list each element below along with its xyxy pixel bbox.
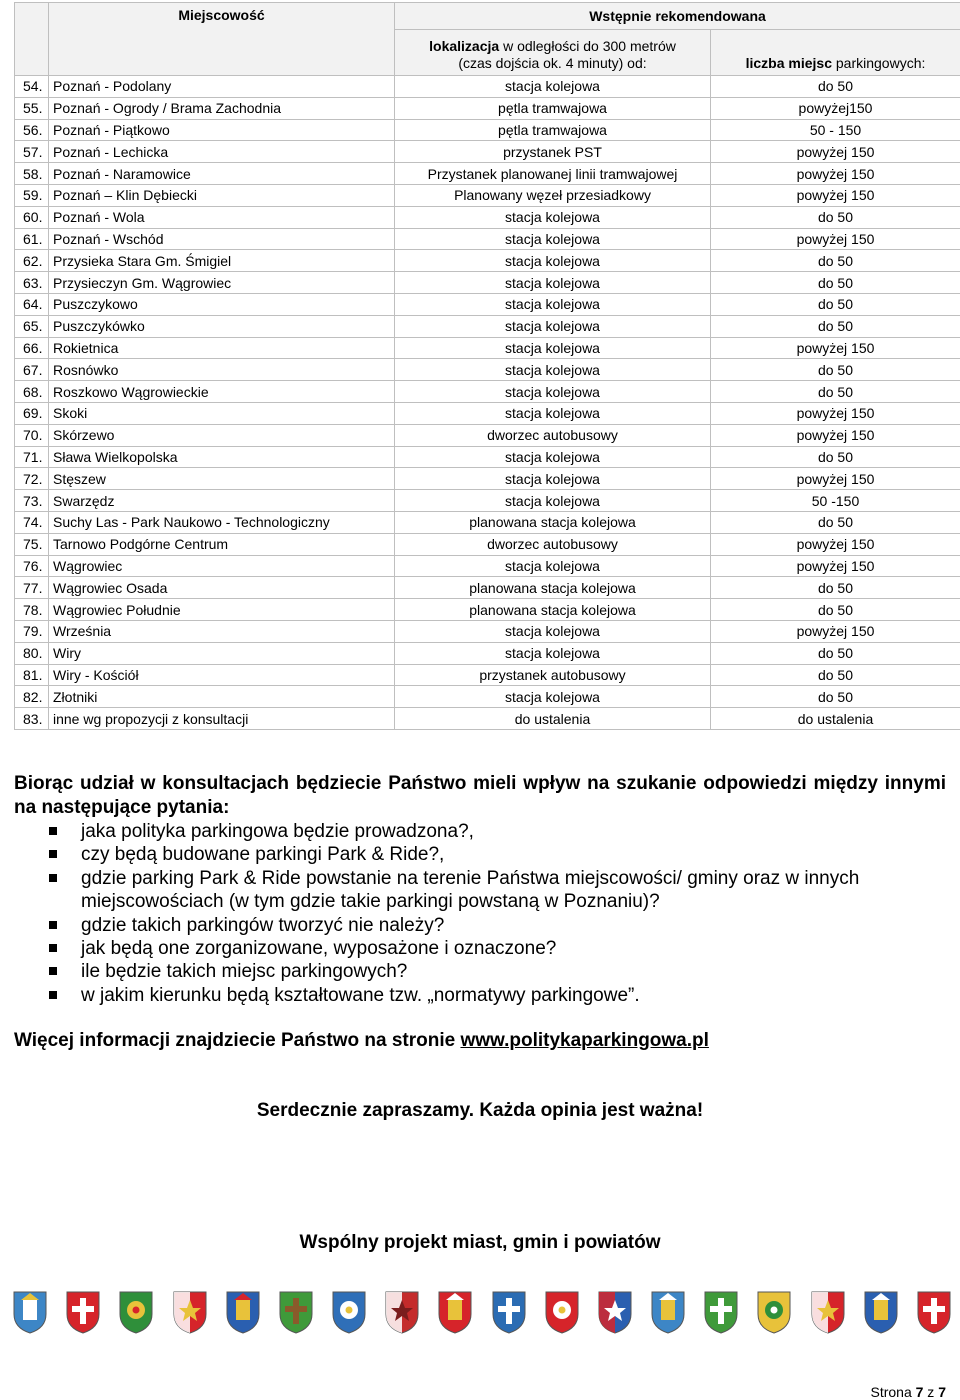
table-row bbox=[15, 359, 960, 381]
page-number-total: 7 bbox=[938, 1384, 946, 1400]
row-number: 83. bbox=[15, 708, 49, 730]
row-location: stacja kolejowa bbox=[395, 337, 711, 359]
row-number: 82. bbox=[15, 686, 49, 708]
row-capacity: powyżej150 bbox=[711, 97, 960, 119]
row-number: 63. bbox=[15, 272, 49, 294]
row-capacity: do 50 bbox=[711, 686, 960, 708]
table-row bbox=[15, 555, 960, 577]
row-location: stacja kolejowa bbox=[395, 446, 711, 468]
table-row bbox=[15, 664, 960, 686]
table-row bbox=[15, 533, 960, 555]
row-number: 66. bbox=[15, 337, 49, 359]
row-number: 64. bbox=[15, 293, 49, 315]
crest-blue-cross-icon bbox=[597, 1286, 633, 1334]
recommended-locations-table bbox=[14, 2, 960, 730]
question-list bbox=[14, 820, 946, 1007]
row-location: stacja kolejowa bbox=[395, 315, 711, 337]
square-bullet-icon bbox=[49, 967, 57, 975]
crest-blue-white-icon bbox=[491, 1286, 527, 1334]
row-city: Poznań - Wschód bbox=[49, 228, 395, 250]
square-bullet-icon bbox=[49, 944, 57, 952]
table-row bbox=[15, 163, 960, 185]
row-city: Września bbox=[49, 620, 395, 642]
row-number: 76. bbox=[15, 555, 49, 577]
row-capacity: powyżej 150 bbox=[711, 228, 960, 250]
square-bullet-icon bbox=[49, 991, 57, 999]
row-location: planowana stacja kolejowa bbox=[395, 599, 711, 621]
more-info-text: Więcej informacji znajdziecie Państwo na stronie bbox=[14, 1030, 461, 1051]
row-city: Poznań - Naramowice bbox=[49, 163, 395, 185]
question-text: ile będzie takich miejsc parkingowych? bbox=[81, 961, 408, 983]
row-number: 58. bbox=[15, 163, 49, 185]
row-location: dworzec autobusowy bbox=[395, 424, 711, 446]
row-capacity: powyżej 150 bbox=[711, 337, 960, 359]
question-text: w jakim kierunku będą kształtowane tzw. „normatywy parkingowe”. bbox=[81, 984, 640, 1006]
table-row bbox=[15, 402, 960, 424]
table-row bbox=[15, 206, 960, 228]
row-number: 62. bbox=[15, 250, 49, 272]
row-capacity: do 50 bbox=[711, 642, 960, 664]
square-bullet-icon bbox=[49, 921, 57, 929]
crest-red-gate-icon bbox=[384, 1286, 420, 1334]
crest-blue-key-icon bbox=[650, 1286, 686, 1334]
row-city: Wągrowiec bbox=[49, 555, 395, 577]
crest-blue-icon bbox=[331, 1286, 367, 1334]
table-row bbox=[15, 97, 960, 119]
row-location: stacja kolejowa bbox=[395, 206, 711, 228]
row-city: Rokietnica bbox=[49, 337, 395, 359]
row-location: Przystanek planowanej linii tramwajowej bbox=[395, 163, 711, 185]
header-city bbox=[49, 3, 395, 76]
row-city: Suchy Las - Park Naukowo - Technologiczny bbox=[49, 511, 395, 533]
invitation-text: Serdecznie zapraszamy. Każda opinia jest ważna! bbox=[256, 1100, 704, 1121]
row-location: stacja kolejowa bbox=[395, 250, 711, 272]
question-text: gdzie takich parkingów tworzyć nie należy? bbox=[81, 914, 445, 936]
row-number: 65. bbox=[15, 315, 49, 337]
question-text: jak będą one zorganizowane, wyposażone i oznaczone? bbox=[81, 938, 557, 960]
question-item bbox=[14, 843, 946, 866]
header-capacity-rest: parkingowych: bbox=[832, 55, 926, 71]
row-number: 54. bbox=[15, 76, 49, 98]
row-city: Złotniki bbox=[49, 686, 395, 708]
row-city: Poznań - Ogrody / Brama Zachodnia bbox=[49, 97, 395, 119]
crest-green-tree-icon bbox=[278, 1286, 314, 1334]
row-city: Skórzewo bbox=[49, 424, 395, 446]
row-location: pętla tramwajowa bbox=[395, 119, 711, 141]
table-row bbox=[15, 250, 960, 272]
row-number: 68. bbox=[15, 381, 49, 403]
row-city: Puszczykówko bbox=[49, 315, 395, 337]
table-row bbox=[15, 315, 960, 337]
row-number: 57. bbox=[15, 141, 49, 163]
row-number: 74. bbox=[15, 511, 49, 533]
row-number: 81. bbox=[15, 664, 49, 686]
row-city: Roszkowo Wągrowieckie bbox=[49, 381, 395, 403]
row-number: 73. bbox=[15, 490, 49, 512]
row-location: stacja kolejowa bbox=[395, 272, 711, 294]
row-capacity: do 50 bbox=[711, 315, 960, 337]
row-location: stacja kolejowa bbox=[395, 381, 711, 403]
question-text: gdzie parking Park & Ride powstanie na terenie Państwa miejscowości/ gminy oraz w innych miejscowościach (w tym gdzie takie parkingi powstaną w Poznaniu)? bbox=[81, 867, 860, 913]
row-location: stacja kolejowa bbox=[395, 642, 711, 664]
crest-gold-icon bbox=[437, 1286, 473, 1334]
row-capacity: powyżej 150 bbox=[711, 402, 960, 424]
row-capacity: 50 -150 bbox=[711, 490, 960, 512]
crest-red-bird-icon bbox=[916, 1286, 952, 1334]
row-capacity: do 50 bbox=[711, 293, 960, 315]
row-location: stacja kolejowa bbox=[395, 359, 711, 381]
row-capacity: powyżej 150 bbox=[711, 468, 960, 490]
row-city: Poznań - Piątkowo bbox=[49, 119, 395, 141]
row-capacity: powyżej 150 bbox=[711, 620, 960, 642]
row-city: Tarnowo Podgórne Centrum bbox=[49, 533, 395, 555]
row-number: 71. bbox=[15, 446, 49, 468]
row-capacity: powyżej 150 bbox=[711, 163, 960, 185]
row-location: stacja kolejowa bbox=[395, 468, 711, 490]
square-bullet-icon bbox=[49, 874, 57, 882]
row-city: Swarzędz bbox=[49, 490, 395, 512]
row-location: stacja kolejowa bbox=[395, 228, 711, 250]
row-city: Puszczykowo bbox=[49, 293, 395, 315]
row-number: 75. bbox=[15, 533, 49, 555]
poznan-crest-icon bbox=[12, 1286, 48, 1334]
header-capacity bbox=[711, 30, 960, 76]
page-number-mid: z bbox=[923, 1384, 939, 1400]
row-number: 72. bbox=[15, 468, 49, 490]
row-location: planowana stacja kolejowa bbox=[395, 511, 711, 533]
row-city: Stęszew bbox=[49, 468, 395, 490]
website-link[interactable]: www.politykaparkingowa.pl bbox=[460, 1030, 709, 1051]
row-number: 77. bbox=[15, 577, 49, 599]
table-row bbox=[15, 468, 960, 490]
table-row bbox=[15, 490, 960, 512]
row-location: planowana stacja kolejowa bbox=[395, 577, 711, 599]
table-row bbox=[15, 141, 960, 163]
row-location: przystanek autobusowy bbox=[395, 664, 711, 686]
row-city: Przysieka Stara Gm. Śmigiel bbox=[49, 250, 395, 272]
header-recommended bbox=[395, 3, 960, 30]
row-location: do ustalenia bbox=[395, 708, 711, 730]
row-number: 56. bbox=[15, 119, 49, 141]
table-row bbox=[15, 599, 960, 621]
table-row bbox=[15, 708, 960, 730]
row-city: inne wg propozycji z konsultacji bbox=[49, 708, 395, 730]
row-capacity: do 50 bbox=[711, 599, 960, 621]
crest-green-icon bbox=[118, 1286, 154, 1334]
table-row bbox=[15, 642, 960, 664]
row-city: Przysieczyn Gm. Wągrowiec bbox=[49, 272, 395, 294]
table-row bbox=[15, 228, 960, 250]
question-item bbox=[14, 937, 946, 960]
crest-blue-red-icon bbox=[225, 1286, 261, 1334]
row-number: 61. bbox=[15, 228, 49, 250]
header-location bbox=[395, 30, 711, 76]
table-row bbox=[15, 381, 960, 403]
table-row bbox=[15, 184, 960, 206]
row-capacity: do 50 bbox=[711, 664, 960, 686]
question-item bbox=[14, 820, 946, 843]
row-location: przystanek PST bbox=[395, 141, 711, 163]
row-city: Poznań – Klin Dębiecki bbox=[49, 184, 395, 206]
row-capacity: powyżej 150 bbox=[711, 141, 960, 163]
row-number: 80. bbox=[15, 642, 49, 664]
table-row bbox=[15, 293, 960, 315]
row-capacity: powyżej 150 bbox=[711, 555, 960, 577]
crest-red-icon bbox=[172, 1286, 208, 1334]
table-row bbox=[15, 337, 960, 359]
row-number: 55. bbox=[15, 97, 49, 119]
row-capacity: powyżej 150 bbox=[711, 533, 960, 555]
row-number: 59. bbox=[15, 184, 49, 206]
table-row bbox=[15, 446, 960, 468]
row-location: dworzec autobusowy bbox=[395, 533, 711, 555]
header-city-label: Miejscowość bbox=[178, 7, 265, 23]
row-number: 60. bbox=[15, 206, 49, 228]
row-capacity: 50 - 150 bbox=[711, 119, 960, 141]
row-city: Wiry bbox=[49, 642, 395, 664]
row-location: stacja kolejowa bbox=[395, 293, 711, 315]
header-recommended-label: Wstępnie rekomendowana bbox=[589, 8, 766, 24]
crest-yellow-green-icon bbox=[756, 1286, 792, 1334]
row-capacity: do 50 bbox=[711, 511, 960, 533]
row-location: stacja kolejowa bbox=[395, 555, 711, 577]
row-city: Wągrowiec Południe bbox=[49, 599, 395, 621]
row-number: 69. bbox=[15, 402, 49, 424]
square-bullet-icon bbox=[49, 850, 57, 858]
header-location-rest: w odległości do 300 metrów bbox=[499, 38, 676, 54]
crest-red-white-icon bbox=[65, 1286, 101, 1334]
row-capacity: do 50 bbox=[711, 250, 960, 272]
table-body bbox=[15, 76, 960, 730]
row-capacity: do 50 bbox=[711, 206, 960, 228]
table-row bbox=[15, 577, 960, 599]
header-blank-cell bbox=[15, 3, 49, 76]
table-row bbox=[15, 272, 960, 294]
row-city: Skoki bbox=[49, 402, 395, 424]
crest-green-white-icon bbox=[703, 1286, 739, 1334]
row-city: Sława Wielkopolska bbox=[49, 446, 395, 468]
more-info-line bbox=[14, 1030, 709, 1052]
row-capacity: do 50 bbox=[711, 272, 960, 294]
row-number: 70. bbox=[15, 424, 49, 446]
row-location: stacja kolejowa bbox=[395, 686, 711, 708]
row-location: pętla tramwajowa bbox=[395, 97, 711, 119]
table-row bbox=[15, 686, 960, 708]
row-capacity: do 50 bbox=[711, 359, 960, 381]
row-capacity: powyżej 150 bbox=[711, 424, 960, 446]
table-row bbox=[15, 511, 960, 533]
page-number-current: 7 bbox=[915, 1384, 924, 1400]
row-city: Poznań - Podolany bbox=[49, 76, 395, 98]
table-row bbox=[15, 424, 960, 446]
coats-of-arms-row bbox=[12, 1272, 952, 1334]
row-city: Poznań - Wola bbox=[49, 206, 395, 228]
row-location: stacja kolejowa bbox=[395, 76, 711, 98]
question-text: jaka polityka parkingowa będzie prowadzona?, bbox=[81, 821, 474, 842]
header-location-bold: lokalizacja bbox=[429, 38, 500, 54]
table-row bbox=[15, 620, 960, 642]
row-city: Wągrowiec Osada bbox=[49, 577, 395, 599]
row-city: Poznań - Lechicka bbox=[49, 141, 395, 163]
row-city: Rosnówko bbox=[49, 359, 395, 381]
row-location: stacja kolejowa bbox=[395, 490, 711, 512]
row-number: 78. bbox=[15, 599, 49, 621]
table-row bbox=[15, 119, 960, 141]
row-location: Planowany węzeł przesiadkowy bbox=[395, 184, 711, 206]
header-capacity-bold: liczba miejsc bbox=[745, 55, 832, 71]
row-number: 67. bbox=[15, 359, 49, 381]
crest-red-cross-icon bbox=[810, 1286, 846, 1334]
row-location: stacja kolejowa bbox=[395, 620, 711, 642]
crest-eagle-icon bbox=[544, 1286, 580, 1334]
row-capacity: do ustalenia bbox=[711, 708, 960, 730]
header-location-rest-2: (czas dojścia ok. 4 minuty) od: bbox=[458, 55, 647, 71]
page-number-prefix: Strona bbox=[870, 1384, 916, 1400]
question-item bbox=[14, 960, 946, 983]
row-capacity: do 50 bbox=[711, 381, 960, 403]
intro-paragraph: Biorąc udział w konsultacjach będziecie Państwo mieli wpływ na szukanie odpowiedzi między innymi na następujące pytania: bbox=[14, 773, 946, 818]
crest-blue-stars-icon bbox=[863, 1286, 899, 1334]
question-item bbox=[14, 984, 946, 1007]
page-number bbox=[870, 1384, 946, 1400]
row-capacity: do 50 bbox=[711, 577, 960, 599]
row-capacity: powyżej 150 bbox=[711, 184, 960, 206]
question-item bbox=[14, 867, 946, 914]
row-number: 79. bbox=[15, 620, 49, 642]
row-capacity: do 50 bbox=[711, 76, 960, 98]
square-bullet-icon bbox=[49, 827, 57, 835]
row-capacity: do 50 bbox=[711, 446, 960, 468]
question-text: czy będą budowane parkingi Park & Ride?, bbox=[81, 844, 445, 866]
project-caption: Wspólny projekt miast, gmin i powiatów bbox=[299, 1232, 661, 1253]
row-location: stacja kolejowa bbox=[395, 402, 711, 424]
question-item bbox=[14, 914, 946, 937]
row-city: Wiry - Kościół bbox=[49, 664, 395, 686]
table-row bbox=[15, 76, 960, 98]
